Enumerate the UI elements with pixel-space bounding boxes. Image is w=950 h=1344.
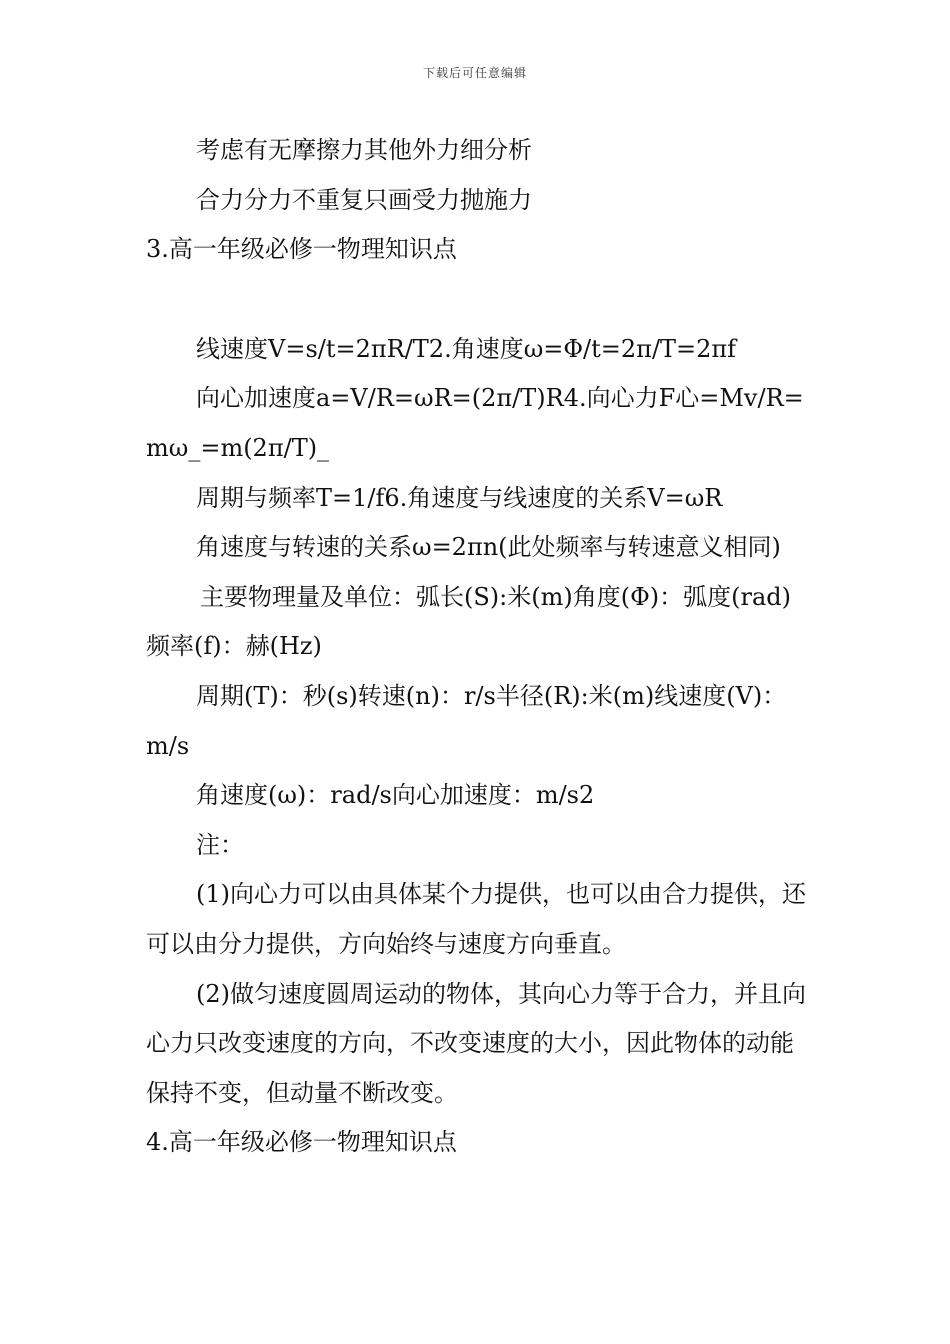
paragraph-verse-2: 合力分力不重复只画受力抛施力 [196,185,532,214]
paragraph-units-3: 角速度(ω)：rad/s向心加速度：m/s2 [196,781,595,810]
paragraph-angular-speed: 角速度与转速的关系ω=2πn(此处频率与转速意义相同) [196,533,781,562]
paragraph-units-1: 主要物理量及单位：弧长(S):米(m)角度(Φ)：弧度(rad)频率(f)：赫(Hz) [146,582,792,661]
document-body [146,126,810,1168]
paragraph-note-1: (1)向心力可以由具体某个力提供，也可以由合力提供，还可以由分力提供，方向始终与速度方向垂直。 [146,880,806,958]
section-heading-4: 4.高一年级必修一物理知识点 [146,1128,457,1157]
paragraph-linear-velocity: 线速度V=s/t=2πR/T2.角速度ω=Φ/t=2π/T=2πf [196,334,737,363]
paragraph-verse-1: 考虑有无摩擦力其他外力细分析 [196,136,532,164]
paragraph-period-frequency: 周期与频率T=1/f6.角速度与线速度的关系V=ωR [196,483,723,512]
paragraph-note-label: 注： [196,830,244,859]
page-header: 下载后可任意编辑 [422,66,527,80]
section-heading-3: 3.高一年级必修一物理知识点 [146,235,457,264]
blank-line [146,275,810,325]
paragraph-units-2: 周期(T)：秒(s)转速(n)：r/s半径(R):米(m)线速度(V)：m/s [146,681,787,760]
paragraph-centripetal-acceleration: 向心加速度a=V/R=ωR=(2π/T)R4.向心力F心=Mv/R=mω_=m(2π/T)_ [146,384,804,462]
paragraph-note-2: (2)做匀速度圆周运动的物体，其向心力等于合力，并且向心力只改变速度的方向，不改变速度的大小，因此物体的动能保持不变，但动量不断改变。 [146,979,806,1107]
